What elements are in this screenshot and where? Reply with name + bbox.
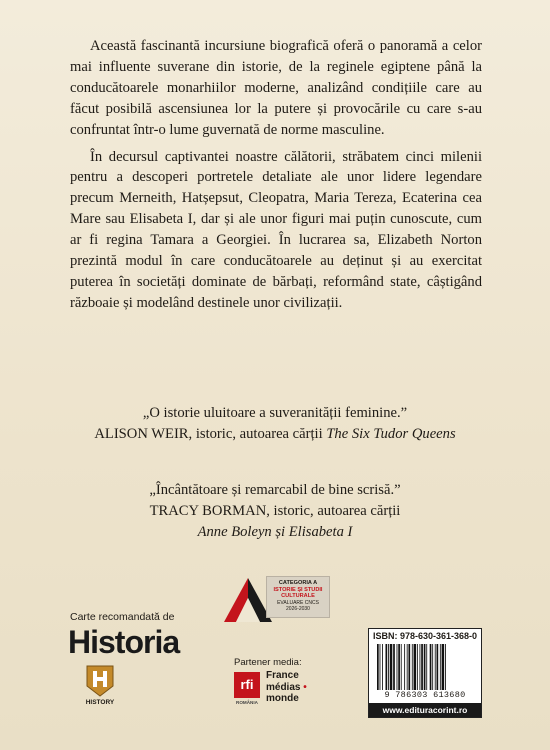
category-line: ISTORIE ȘI STUDII xyxy=(273,586,323,593)
history-h-shield-icon xyxy=(84,664,116,698)
isbn-barcode-box xyxy=(368,628,482,718)
category-line: CATEGORIA A xyxy=(278,580,318,586)
cncs-category-badge xyxy=(222,574,330,626)
history-channel-label: HISTORY xyxy=(85,699,115,706)
review-quote-2 xyxy=(60,480,490,543)
category-line: CULTURALE xyxy=(281,593,315,600)
quote-text: „O istorie uluitoare a suveranității feminine.” xyxy=(142,405,408,421)
publisher-website: www.edituracorint.ro xyxy=(369,703,481,717)
quote-attribution xyxy=(60,424,490,445)
quote-author-role: , istoric, autoarea cărții xyxy=(188,426,327,442)
quote-book-title: The Six Tudor Queens xyxy=(326,426,456,442)
category-line: 2026-2030 xyxy=(286,606,310,613)
rfi-country-label: ROMÂNIA xyxy=(236,700,258,705)
fmm-dot-icon: • xyxy=(300,681,307,693)
media-partner-label: Partener media: xyxy=(234,657,302,668)
france-medias-monde-logo xyxy=(266,670,307,705)
quote-author-name: ALISON WEIR xyxy=(94,426,189,442)
category-label xyxy=(266,576,330,618)
rfi-logo: rfi xyxy=(234,672,260,698)
recommendation-label: Carte recomandată de xyxy=(70,611,175,623)
quote-attribution xyxy=(60,501,490,522)
fmm-line xyxy=(266,682,307,694)
quote-book-title: Anne Boleyn și Elisabeta I xyxy=(197,524,353,540)
quote-author-name: TRACY BORMAN xyxy=(149,503,267,519)
fmm-word: médias xyxy=(266,681,301,693)
fmm-line: France xyxy=(266,670,299,681)
quote-author-role: , istoric, autoarea cărții xyxy=(266,503,401,519)
fmm-line: monde xyxy=(266,693,299,704)
quote-text: „Încântătoare și remarcabil de bine scrisă.” xyxy=(149,482,401,498)
review-quote-1 xyxy=(60,403,490,445)
book-description xyxy=(70,36,482,314)
barcode-digits: 9 786303 613680 xyxy=(384,690,466,700)
category-line: EVALUARE CNCS xyxy=(277,599,319,606)
description-paragraph-1: Această fascinantă incursiune biografică oferă o panoramă a celor mai influente suverane din istorie, de la reginele egiptene până la conducătoarele monarhiilor moderne, analizând condițiile care au făcut posibilă ascensiunea lor la putere și provocările cu care s-au confruntat într-o lume guvernată de norme masculine. xyxy=(70,38,482,138)
historia-logo: Historia xyxy=(68,624,180,660)
isbn-number: ISBN: 978-630-361-368-0 xyxy=(372,631,478,641)
barcode-icon xyxy=(375,644,475,690)
description-paragraph-2: În decursul captivantei noastre călătorii, străbatem cinci milenii pentru a descoperi portretele detaliate ale unor lidere legendare precum Merneith, Hatșepsut, Cleopatra, Maria Tereza, Ecaterina cea Mare sau Elisabeta I, dar și ale unor figuri mai puțin cunoscute, cum ar fi regina Tamara a Georgiei. În lucrarea sa, Elizabeth Norton prezintă modul în care conducătoarele au deținut și au exercitat puterea în societăți dominate de bărbați, reformând state, câștigând războaie și modelând destinele unor civilizații. xyxy=(70,148,482,311)
